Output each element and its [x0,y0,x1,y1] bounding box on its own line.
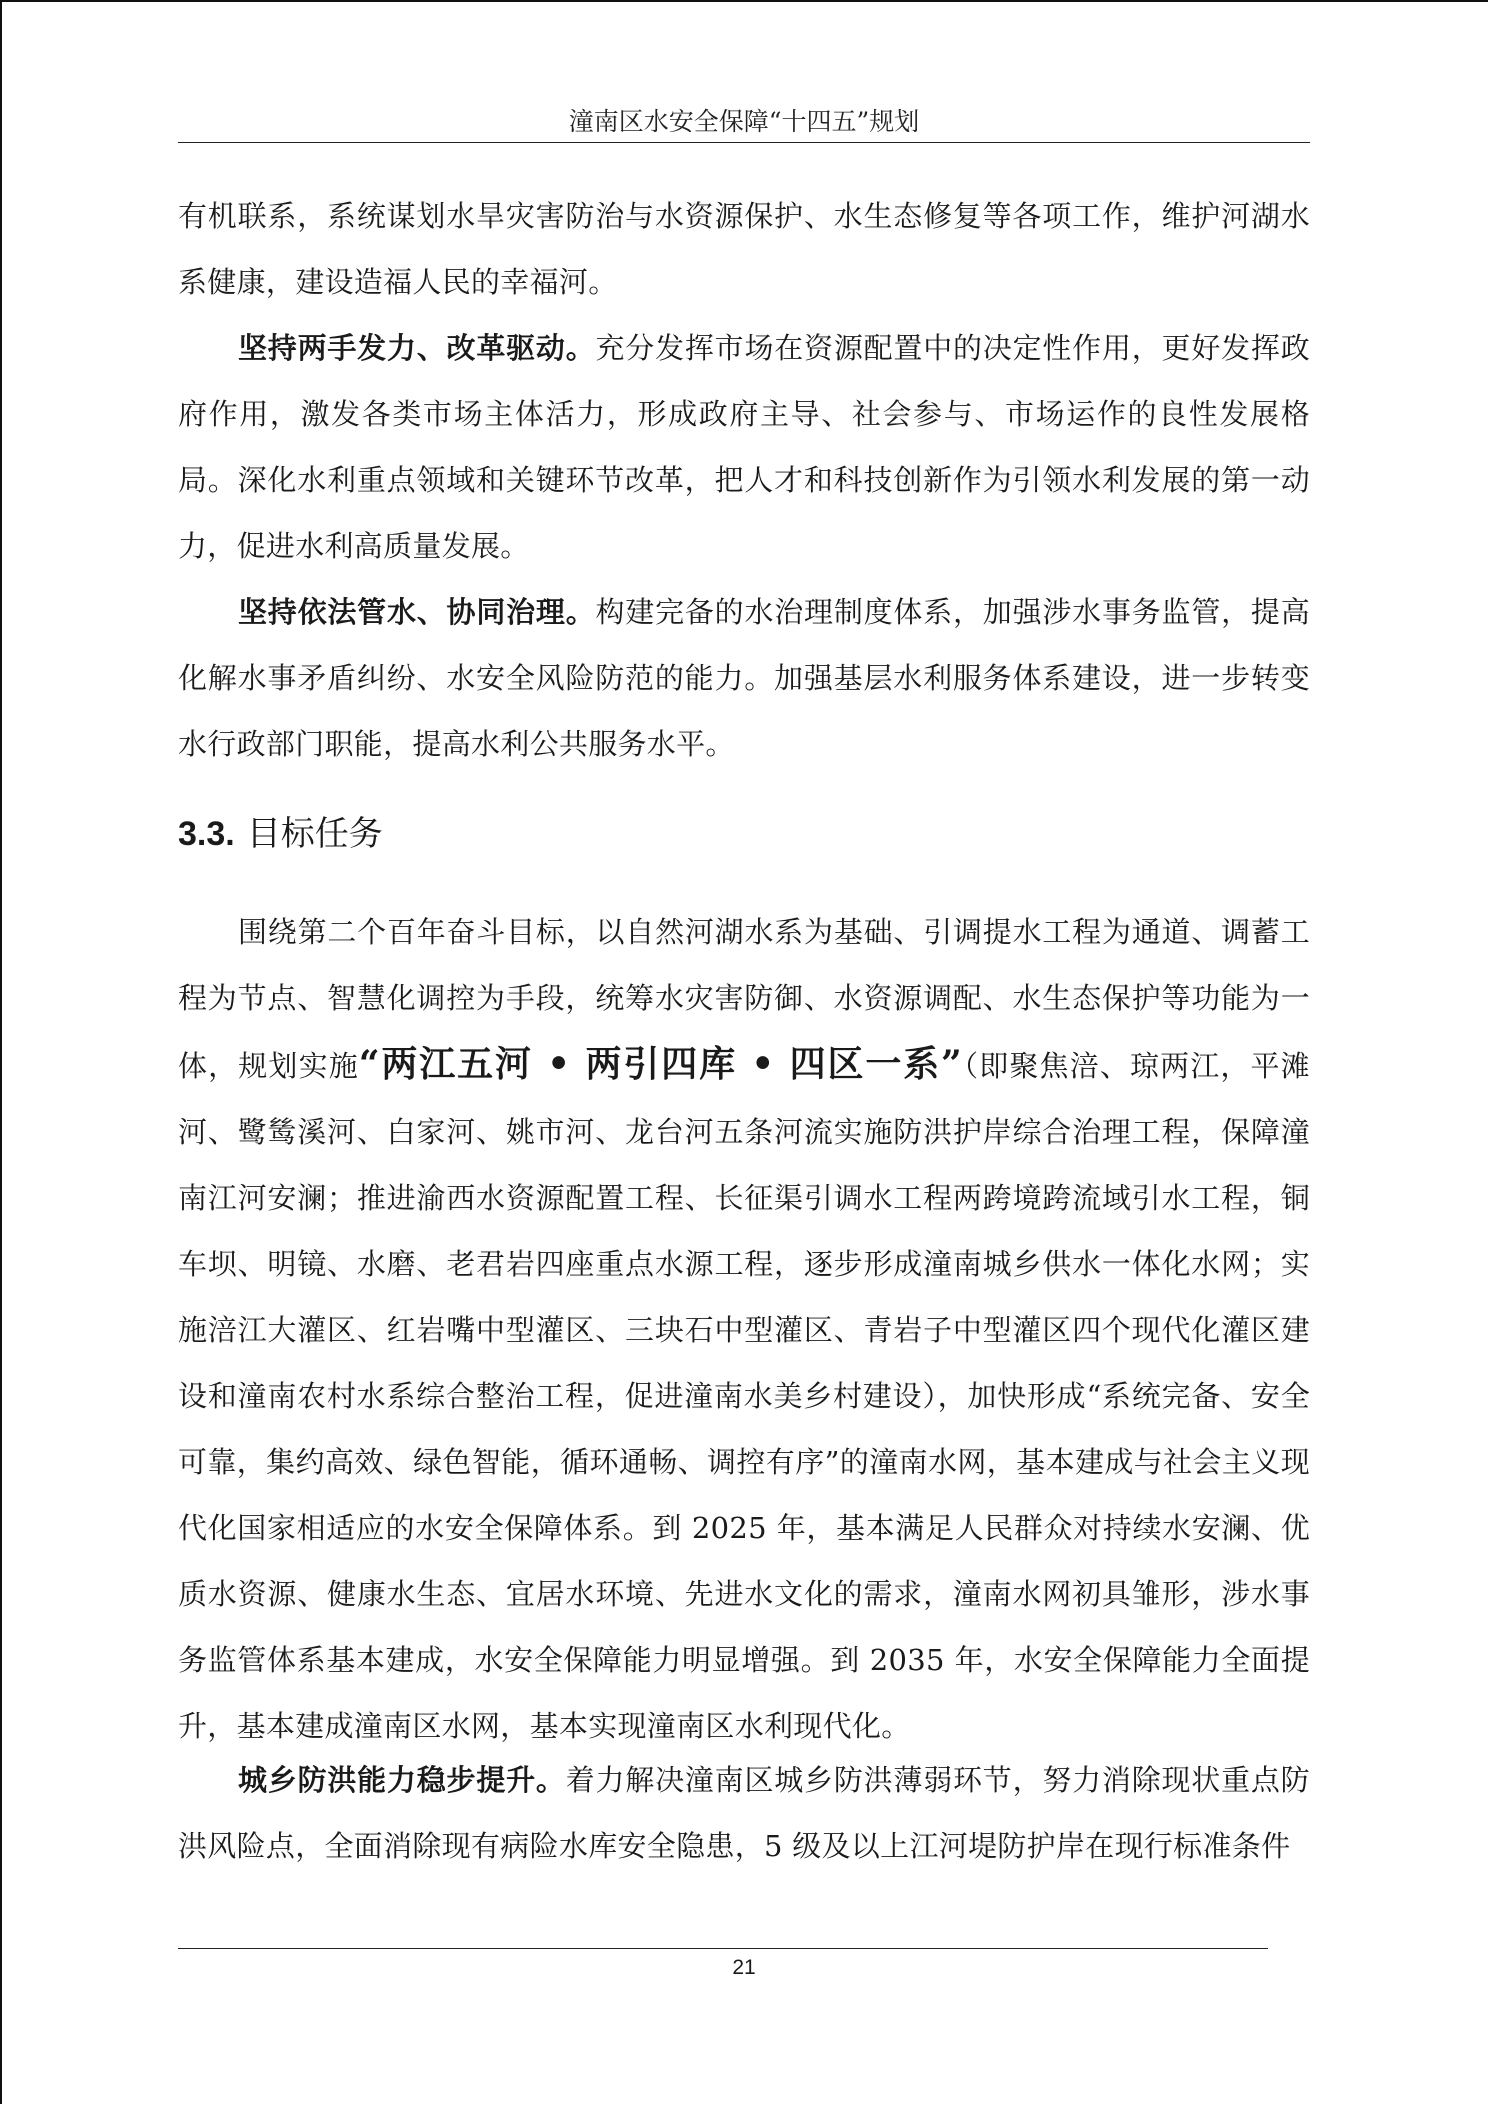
paragraph-2-body: 充分发挥市场在资源配置中的决定性作用，更好发挥政府作用，激发各类市场主体活力，形成政府主导、社会参与、市场运作的良性发展格局。深化水利重点领域和关键环节改革，把人才和科技创新作为引领水利发展的第一动力，促进水利高质量发展。 [178,331,1310,563]
paragraph-1: 有机联系，系统谋划水旱灾害防治与水资源保护、水生态修复等各项工作，维护河湖水系健康，建设造福人民的幸福河。 [178,199,1310,299]
section-heading [178,806,383,862]
page-number: 21 [732,1956,756,1979]
section-title: 目标任务 [246,815,383,853]
paragraph-4 [178,899,1310,1759]
paragraph-4-intro: 围绕第二个百年奋斗目标，以自然河湖水系为基础、引调提水工程为通道、调蓄工程为节点、智慧化调控为手段，统筹水灾害防御、水资源调配、水生态保护等功能为一体，规划实施 [178,915,1310,1083]
section-number: 3.3. [178,815,235,853]
footer-divider [178,1948,1268,1949]
page-left-border [0,0,2,2104]
paragraph-4-body: （即聚焦涪、琼两江，平滩河、鹭鸶溪河、白家河、姚市河、龙台河五条河流实施防洪护岸综合治理工程，保障潼南江河安澜；推进渝西水资源配置工程、长征渠引调水工程两跨境跨流域引水工程，铜车坝、明镜、水磨、老君岩四座重点水源工程，逐步形成潼南城乡供水一体化水网；实施涪江大灌区、红岩嘴中型灌区、三块石中型灌区、青岩子中型灌区四个现代化灌区建设和潼南农村水系综合整治工程，促进潼南水美乡村建设），加快形成“系统完备、安全可靠，集约高效、绿色智能，循环通畅、调控有序”的潼南水网，基本建成与社会主义现代化国家相适应的水安全保障体系。到 2025 年，基本满足人民群众对持续水安澜、优质水资源、健康水生态、宜居水环境、先进水文化的需求，潼南水网初具雏形，涉水事务监管体系基本建成，水安全保障能力明显增强。到 2035 年，水安全保障能力全面提升，基本建成潼南区水网，基本实现潼南区水利现代化。 [178,1049,1310,1743]
paragraph-5-lead: 城乡防洪能力稳步提升。 [238,1763,566,1797]
paragraph-3-body: 构建完备的水治理制度体系，加强涉水事务监管，提高化解水事矛盾纠纷、水安全风险防范的能力。加强基层水利服务体系建设，进一步转变水行政部门职能，提高水利公共服务水平。 [178,595,1310,761]
paragraph-2-lead: 坚持两手发力、改革驱动。 [238,331,596,365]
paragraph-2 [178,315,1310,579]
paragraph-5 [178,1747,1310,1879]
header-divider [178,142,1310,143]
paragraph-4-highlight: “两江五河 • 两引四库 • 四区一系” [358,1043,963,1085]
paragraph-3-lead: 坚持依法管水、协同治理。 [238,595,596,629]
paragraph-5-body: 着力解决潼南区城乡防洪薄弱环节，努力消除现状重点防洪风险点，全面消除现有病险水库安全隐患，5 级及以上江河堤防护岸在现行标准条件 [178,1763,1310,1863]
running-header-title: 潼南区水安全保障“十四五”规划 [568,107,920,136]
page-top-border [0,0,1488,2]
paragraph-3 [178,579,1310,777]
